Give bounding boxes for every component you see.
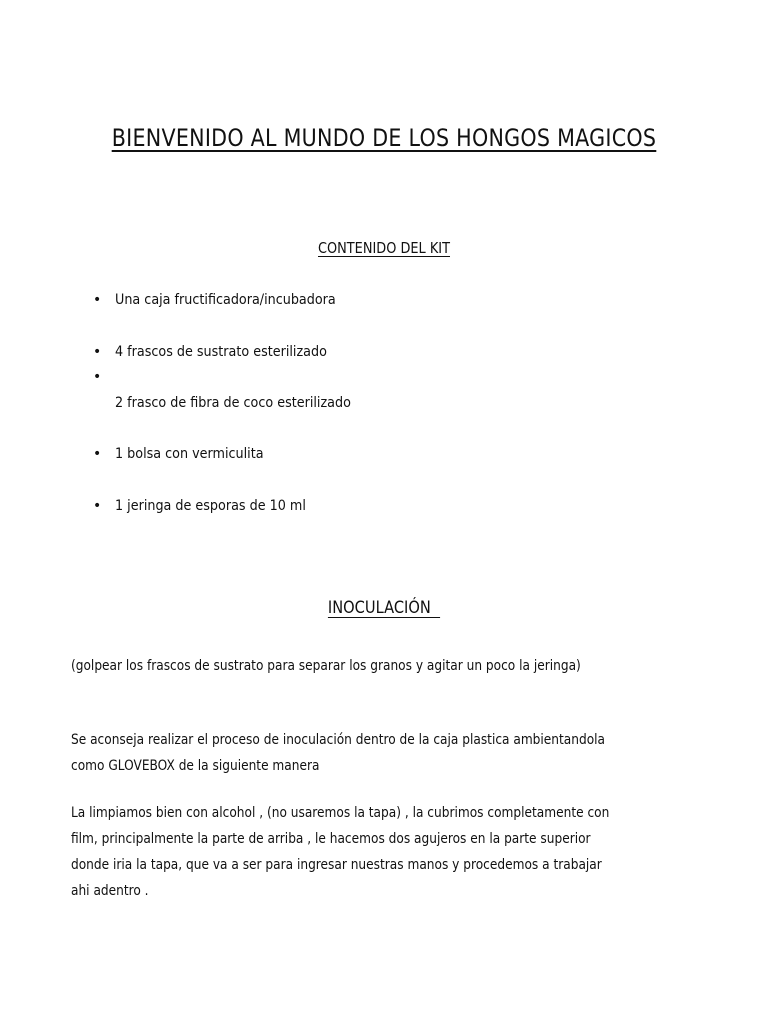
bullet-icon: • xyxy=(93,292,102,308)
list-item-text: 4 frascos de sustrato esterilizado xyxy=(115,344,327,360)
paragraph-line: film, principalmente la parte de arriba , le hacemos dos agujeros en la parte superior xyxy=(71,831,591,847)
paragraph-line: como GLOVEBOX de la siguiente manera xyxy=(71,758,320,774)
paragraph-instructions xyxy=(71,653,709,679)
bullet-icon: • xyxy=(93,369,102,385)
list-item xyxy=(93,343,356,361)
bullet-icon: • xyxy=(93,498,102,514)
paragraph-glovebox xyxy=(71,727,709,779)
list-item xyxy=(93,368,115,386)
paragraph-procedure xyxy=(71,800,709,904)
list-item-continuation xyxy=(115,394,383,412)
bullet-icon: • xyxy=(93,344,102,360)
document-title: BIENVENIDO AL MUNDO DE LOS HONGOS MAGICOS xyxy=(111,124,657,152)
paragraph-line: donde iria la tapa, que va a ser para ingresar nuestras manos y procedemos a trabajar xyxy=(71,857,602,873)
list-item-text: 1 bolsa con vermiculita xyxy=(115,446,264,462)
paragraph-line: La limpiamos bien con alcohol , (no usaremos la tapa) , la cubrimos completamente con xyxy=(71,805,610,821)
paragraph-line: (golpear los frascos de sustrato para separar los granos y agitar un poco la jeringa) xyxy=(71,658,581,674)
list-item-text: Una caja fructificadora/incubadora xyxy=(115,292,336,308)
list-item-text: 2 frasco de fibra de coco esterilizado xyxy=(115,395,351,411)
paragraph-line: ahi adentro . xyxy=(71,883,149,899)
bullet-icon: • xyxy=(93,446,102,462)
list-item xyxy=(93,445,284,463)
list-item xyxy=(93,497,332,515)
paragraph-line: Se aconseja realizar el proceso de inoculación dentro de la caja plastica ambientandola xyxy=(71,732,606,748)
list-item xyxy=(93,291,366,309)
list-item-text: 1 jeringa de esporas de 10 ml xyxy=(115,498,306,514)
kit-heading: CONTENIDO DEL KIT xyxy=(317,239,451,257)
section-heading-inoculacion: INOCULACIÓN xyxy=(327,598,441,618)
